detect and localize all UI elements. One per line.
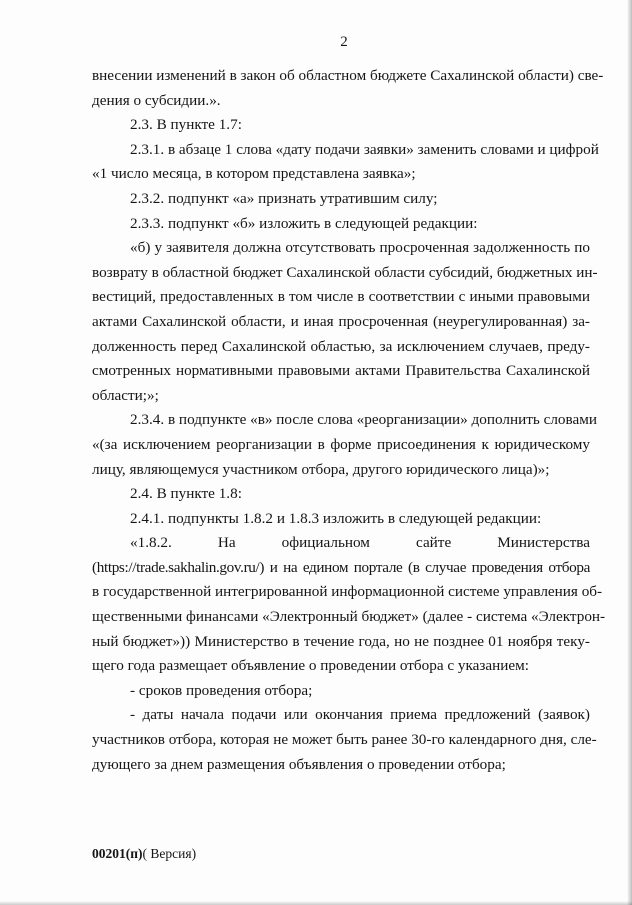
spread-line [92,531,590,556]
text-line: возврату в областной бюджет Сахалинской области субсидий, бюджетных ин- [92,263,598,281]
text-line: смотренных нормативными правовыми актами Правительства Сахалинской [92,362,590,380]
text-line: дения о субсидии.». [92,91,221,109]
text-line: ный бюджет»)) Министерство в течение года, но не позднее 01 ноября теку- [92,632,590,650]
text-line: дующего за днем размещения объявления о проведении отбора; [92,755,506,773]
scan-edge-shadow [627,0,632,905]
text-line: вестиций, предоставленных в том числе в соответствии с иными правовыми [92,288,590,306]
word: Министерства [497,534,590,552]
text-line: «1 число месяца, в котором представлена заявка»; [92,165,416,183]
text-line: актами Сахалинской области, и иная просроченная (неурегулированная) за- [92,312,590,330]
list-item: - даты начала подачи или окончания приема предложений (заявок) [130,706,590,724]
text-line: в государственной интегрированной информационной системе управления об- [92,583,603,601]
word: На [217,534,236,552]
section-heading: 2.3. В пункте 1.7: [130,116,242,134]
text-line: 2.3.1. в абзаце 1 слова «дату подачи заявки» заменить словами и цифрой [130,140,599,158]
text-line: 2.3.3. подпункт «б» изложить в следующей редакции: [130,214,478,232]
scan-bottom-shadow [0,901,632,905]
text-line: 2.4.1. подпункты 1.8.2 и 1.8.3 изложить в следующей редакции: [130,509,542,527]
text-line: области;»; [92,386,159,404]
text-line: 2.3.4. в подпункте «в» после слова «реорганизации» дополнить словами [130,411,597,429]
text-line: участников отбора, которая не может быть ранее 30-го календарного дня, сле- [92,731,597,749]
word: сайте [416,534,452,552]
word: «1.8.2. [130,534,172,552]
page-number: 2 [340,34,348,50]
list-item: - сроков проведения отбора; [130,681,313,699]
text-line: щего года размещает объявление о проведении отбора с указанием: [92,657,529,675]
text-line: внесении изменений в закон об областном бюджете Сахалинской области) све- [92,67,604,84]
text-line: щественными финансами «Электронный бюджет» (далее - система «Электрон- [92,608,606,626]
section-heading: 2.4. В пункте 1.8: [130,485,242,503]
text-line: долженность перед Сахалинской областью, за исключением случаев, преду- [92,337,590,355]
word: официальном [281,534,370,552]
text-line: «(за исключением реорганизации в форме присоединения к юридическому [92,435,590,453]
document-footer [92,846,196,862]
text-line: (https://trade.sakhalin.gov.ru/) и на едином портале (в случае проведения отбора [92,558,590,576]
text-line: «б) у заявителя должна отсутствовать просроченная задолженность по [130,239,590,257]
text-line: 2.3.2. подпункт «а» признать утратившим силу; [130,189,438,207]
document-version: ( Версия) [142,846,197,861]
document-body [92,64,606,777]
text-line: лицу, являющемуся участником отбора, другого юридического лица)»; [92,460,550,478]
document-code: 00201(п) [92,846,143,861]
